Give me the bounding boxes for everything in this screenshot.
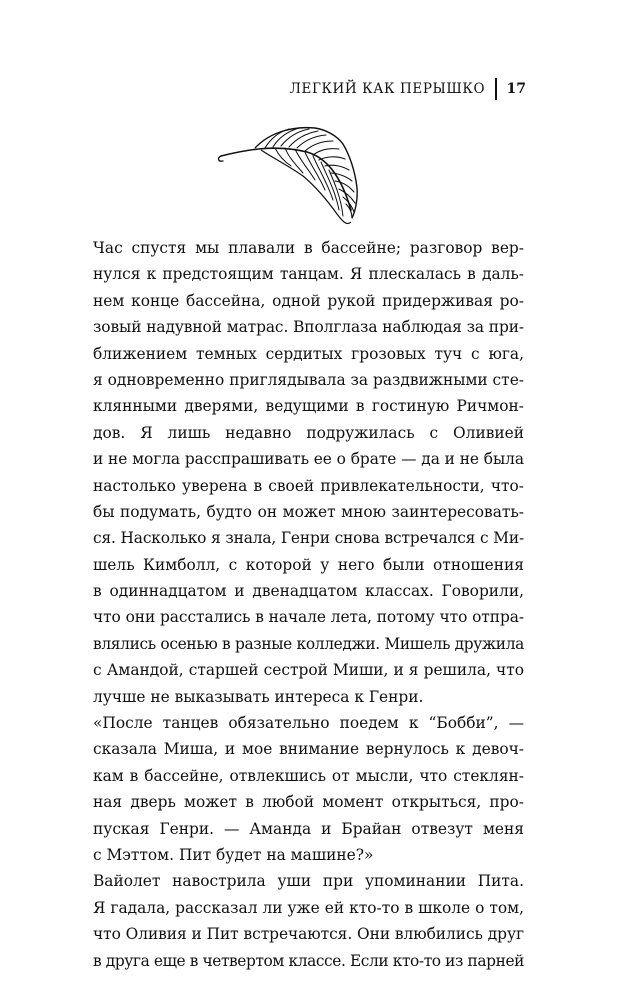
paragraph-1 xyxy=(93,235,524,710)
page-number: 17 xyxy=(506,81,526,97)
text-line: кам в бассейне, отвлекшись от мысли, что стеклян- xyxy=(93,766,524,785)
body-text xyxy=(93,235,524,974)
text-line: с Мэттом. Пит будет на машине?» xyxy=(93,845,374,864)
text-line: Час спустя мы плавали в бассейне; разговор вер- xyxy=(93,239,524,257)
running-head xyxy=(290,78,526,100)
text-line: Я гадала, рассказал ли уже ей кто-то в школе о том, xyxy=(93,898,524,917)
feather-icon xyxy=(215,118,365,233)
text-line: нулся к предстоящим танцам. Я плескалась в даль- xyxy=(93,265,524,284)
text-line: Вайолет навострила уши при упоминании Пита. xyxy=(93,872,524,891)
text-line: что Оливия и Пит встречаются. Они влюбились друг xyxy=(93,925,524,944)
text-line: я одновременно приглядывала за раздвижными сте- xyxy=(93,370,524,389)
paragraph-2 xyxy=(93,710,524,868)
text-line: пуская Генри. — Аманда и Брайан отвезут меня xyxy=(93,819,524,838)
text-line: ная дверь может в любой момент открыться, про- xyxy=(93,793,524,812)
paragraph-3 xyxy=(93,868,524,974)
text-line: нем конце бассейна, одной рукой придерживая ро- xyxy=(93,291,524,310)
text-line: с Амандой, старшей сестрой Миши, и я решила, что xyxy=(93,661,524,680)
text-line: в одиннадцатом и двенадцатом классах. Говорили, xyxy=(93,582,524,601)
text-line: настолько уверена в своей привлекательности, что- xyxy=(93,476,524,495)
text-line: и не могла расспрашивать ее о брате — да и не была xyxy=(93,450,524,469)
text-line: ближением темных сердитых грозовых туч с юга, xyxy=(93,344,524,363)
text-line: «После танцев обязательно поедем к “Бобби”, — xyxy=(93,714,524,733)
running-head-title: ЛЕГКИЙ КАК ПЕРЫШКО xyxy=(289,81,486,97)
text-line: влялись осенью в разные колледжи. Мишель дружила xyxy=(93,634,524,653)
text-line: что они расстались в начале лета, потому что отпра- xyxy=(93,608,524,627)
text-line: дов. Я лишь недавно подружилась с Оливией xyxy=(93,423,524,442)
text-line: в друга еще в четвертом классе. Если кто-то из парней xyxy=(93,951,524,970)
text-line: клянными дверями, ведущими в гостиную Ричмон- xyxy=(93,397,524,416)
text-line: шель Кимболл, с которой у него были отношения xyxy=(93,555,524,574)
text-line: ся. Насколько я знала, Генри снова встречался с Ми- xyxy=(93,529,524,548)
text-line: лучше не выказывать интереса к Генри. xyxy=(93,687,424,706)
running-head-separator xyxy=(495,78,496,100)
text-line: зовый надувной матрас. Вполглаза наблюдая за при- xyxy=(93,318,524,337)
text-line: бы подумать, будто он может мною заинтересовать- xyxy=(93,502,524,521)
text-line: сказала Миша, и мое внимание вернулось к девоч- xyxy=(93,740,524,759)
